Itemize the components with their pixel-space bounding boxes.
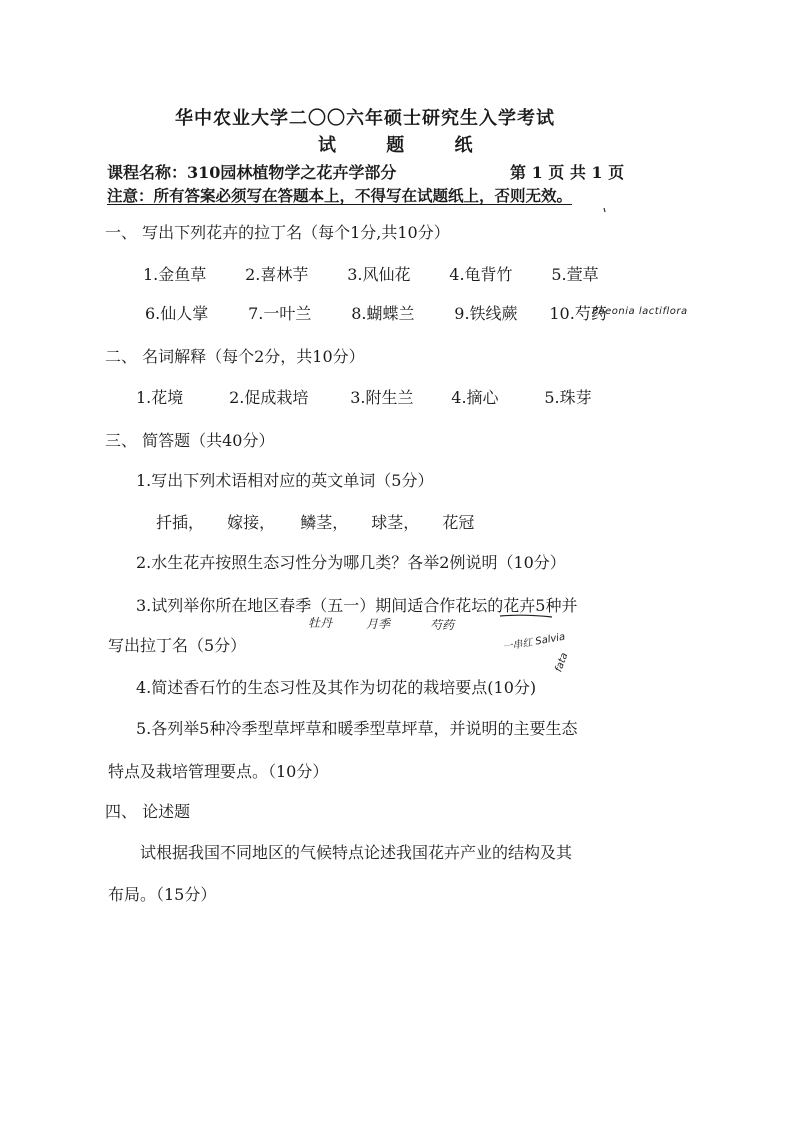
list-item: 6.仙人掌 bbox=[145, 304, 209, 323]
question-5-line1: 5.各列举5种冷季型草坪草和暖季型草坪草，并说明的主要生态 bbox=[136, 719, 578, 738]
list-item: 3.附生兰 bbox=[350, 388, 414, 407]
section1-row2 bbox=[145, 301, 607, 324]
handwritten-note: 一串红 Salvia bbox=[501, 631, 567, 654]
handwritten-word: 牡丹 bbox=[308, 616, 333, 630]
question-2: 2.水生花卉按照生态习性分为哪几类？各举2例说明（10分） bbox=[136, 553, 566, 572]
section4-heading: 四、 论述题 bbox=[105, 802, 191, 821]
list-item: 1.金鱼草 bbox=[143, 265, 207, 284]
handwritten-word: 芍药 bbox=[430, 618, 455, 632]
list-item: 10.芍药 bbox=[549, 304, 607, 323]
list-item: 5.萱草 bbox=[551, 265, 599, 284]
list-item: 8.蝴蝶兰 bbox=[351, 304, 415, 323]
list-item: 球茎， bbox=[371, 513, 420, 532]
list-item: 花冠 bbox=[442, 513, 475, 532]
section2-heading: 二、 名词解释（每个2分，共10分） bbox=[105, 347, 365, 366]
list-item: 2.喜林芋 bbox=[245, 265, 309, 284]
list-item: 2.促成栽培 bbox=[229, 388, 309, 407]
list-item: 嫁接， bbox=[227, 513, 276, 532]
essay-line1: 试根据我国不同地区的气候特点论述我国花卉产业的结构及其 bbox=[140, 843, 573, 862]
handwritten-word: 月季 bbox=[366, 617, 391, 631]
question-5-line2: 特点及栽培管理要点。（10分） bbox=[108, 762, 329, 781]
page-info: 第 1 页 共 1 页 bbox=[510, 163, 625, 182]
exam-subtitle: 试 题 纸 bbox=[318, 135, 495, 156]
notice: 注意：所有答案必须写在答题本上，不得写在试题纸上，否则无效。 bbox=[107, 186, 573, 205]
list-item: 9.铁线蕨 bbox=[454, 304, 518, 323]
question-4: 4.简述香石竹的生态习性及其作为切花的栽培要点(10分) bbox=[136, 678, 537, 697]
list-item: 7.一叶兰 bbox=[248, 304, 312, 323]
list-item: 鳞茎， bbox=[300, 513, 349, 532]
question-3-line2: 写出拉丁名（5分） bbox=[108, 636, 247, 655]
exam-title: 华中农业大学二〇〇六年硕士研究生入学考试 bbox=[175, 108, 555, 129]
list-item: 4.龟背竹 bbox=[449, 265, 513, 284]
question-1-terms bbox=[156, 510, 474, 533]
handwritten-note: fata bbox=[553, 651, 571, 674]
essay-line2: 布局。（15分） bbox=[108, 885, 217, 904]
question-3-line1: 3.试列举你所在地区春季（五一）期间适合作花坛的花卉5种并 bbox=[136, 596, 578, 615]
handwritten-note: Paeonia lactiflora bbox=[592, 306, 688, 317]
section3-heading: 三、 简答题（共40分） bbox=[105, 431, 275, 450]
list-item: 4.摘心 bbox=[451, 388, 499, 407]
question-1: 1.写出下列术语相对应的英文单词（5分） bbox=[136, 471, 434, 490]
section2-items bbox=[136, 385, 592, 408]
section1-heading: 一、 写出下列花卉的拉丁名（每个1分,共10分） bbox=[105, 223, 450, 242]
list-item: 3.风仙花 bbox=[347, 265, 411, 284]
course-name: 课程名称：310园林植物学之花卉学部分 bbox=[107, 163, 397, 182]
scan-mark bbox=[0, 0, 1, 1]
list-item: 扦插， bbox=[156, 513, 205, 532]
list-item: 1.花境 bbox=[136, 388, 184, 407]
section1-row1 bbox=[143, 262, 599, 285]
list-item: 5.珠芽 bbox=[544, 388, 592, 407]
